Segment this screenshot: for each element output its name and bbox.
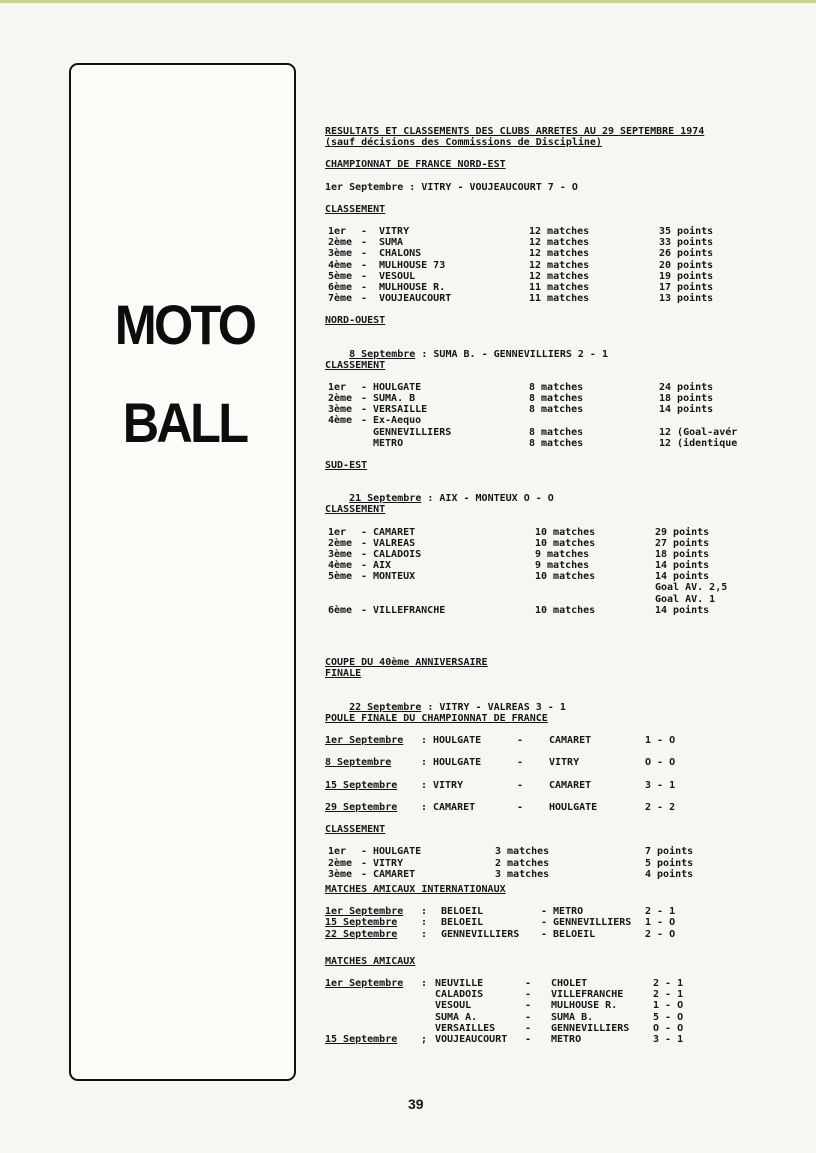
- rank: 5ème: [328, 270, 353, 282]
- poule-matches: [325, 735, 795, 813]
- matches: 3 matches: [495, 846, 550, 858]
- team: Ex-Aequo: [373, 415, 422, 427]
- rank: 6ème: [328, 604, 353, 616]
- nordouest-standings-table: [325, 382, 795, 449]
- poule-match-row: [325, 735, 795, 746]
- standings-row: [325, 404, 795, 415]
- standings-row: [325, 271, 795, 282]
- colon: :: [421, 917, 428, 929]
- dash: -: [361, 381, 368, 393]
- team: MONTEUX: [373, 571, 416, 583]
- dash: -: [525, 1000, 532, 1012]
- sudest-goal-av1: Goal AV. 2,5: [655, 582, 728, 594]
- score: 2 - 1: [653, 977, 684, 989]
- dash: -: [361, 846, 368, 858]
- match-date: 1er Septembre: [325, 734, 404, 746]
- standings-row: [325, 538, 795, 549]
- colon: :: [421, 906, 428, 918]
- home-team: CALADOIS: [435, 989, 484, 1001]
- dash: -: [517, 757, 524, 769]
- internationaux-title: MATCHES AMICAUX INTERNATIONAUX: [325, 884, 506, 895]
- matches: 9 matches: [535, 560, 590, 572]
- team: VERSAILLE: [373, 404, 428, 416]
- internationaux-match-row: [325, 917, 795, 928]
- matches: 8 matches: [529, 393, 584, 404]
- team: MULHOUSE R.: [379, 281, 446, 293]
- team: HOULGATE: [373, 846, 422, 858]
- rank: 3ème: [328, 868, 353, 880]
- dash: -: [361, 237, 368, 249]
- nordouest-classement-title: CLASSEMENT: [325, 359, 386, 371]
- dash: -: [525, 989, 532, 1001]
- home-team: BELOEIL: [441, 917, 484, 929]
- score: 5 - O: [653, 1011, 684, 1023]
- top-edge-line: [0, 0, 816, 3]
- standings-row: [325, 393, 795, 404]
- rank: 4ème: [328, 560, 353, 572]
- standings-row: [325, 858, 795, 869]
- dash: -: [361, 548, 368, 560]
- amicaux-match-row: [325, 1023, 795, 1034]
- home-team: SUMA A.: [435, 1011, 478, 1023]
- team: VITRY: [379, 225, 410, 237]
- coupe-match: [325, 690, 795, 713]
- standings-row: [325, 382, 795, 393]
- team: CAMARET: [373, 868, 416, 880]
- standings-row: [325, 226, 795, 237]
- header-line1: RESULTATS ET CLASSEMENTS DES CLUBS ARRETES AU 29 SEPTEMBRE 1974: [325, 126, 705, 137]
- points: 7 points: [645, 846, 694, 858]
- home-team: VESOUL: [435, 1000, 472, 1012]
- matches: 11 matches: [529, 293, 590, 305]
- standings-row: [325, 415, 795, 426]
- score: 2 - 2: [645, 801, 676, 813]
- rank: 3ème: [328, 404, 353, 416]
- title-sidebar-box: [69, 63, 296, 1081]
- points: 5 points: [645, 857, 694, 869]
- matches: 12 matches: [529, 270, 590, 282]
- matches: 2 matches: [495, 857, 550, 869]
- points: 24 points: [659, 381, 714, 393]
- poule-title: POULE FINALE DU CHAMPIONNAT DE FRANCE: [325, 712, 548, 724]
- points: 33 points: [659, 237, 714, 249]
- away-team: VITRY: [549, 757, 580, 769]
- points: 29 points: [655, 526, 710, 538]
- score: 2 - 1: [653, 989, 684, 1001]
- amicaux-match-row: [325, 1012, 795, 1023]
- team: SUMA: [379, 237, 404, 249]
- rank: 3ème: [328, 248, 353, 260]
- nordest-standings-table: [325, 226, 795, 304]
- team: VESOUL: [379, 270, 416, 282]
- away-team: CAMARET: [549, 779, 592, 791]
- dash: -: [517, 779, 524, 791]
- sudest-goal-av-line1: [325, 582, 795, 593]
- nordest-title: CHAMPIONNAT DE FRANCE NORD-EST: [325, 159, 506, 171]
- matches: 10 matches: [535, 571, 596, 583]
- standings-row: [325, 237, 795, 248]
- rank: 1er: [328, 526, 347, 538]
- standings-row: [325, 427, 795, 438]
- home-team: HOULGATE: [433, 757, 482, 769]
- colon: :: [421, 928, 428, 940]
- standings-row: [325, 549, 795, 560]
- points: 4 points: [645, 868, 694, 880]
- points: 14 points: [655, 571, 710, 583]
- matches: 10 matches: [535, 526, 596, 538]
- poule-classement-title: CLASSEMENT: [325, 824, 386, 836]
- sudest-row-6: [325, 605, 795, 616]
- sudest-match: [325, 482, 795, 505]
- match-date: 15 Septembre: [325, 1033, 398, 1045]
- match-date: 8 Septembre: [325, 757, 392, 769]
- score: 2 - O: [645, 928, 676, 940]
- team: VITRY: [373, 857, 404, 869]
- standings-row: [325, 869, 795, 880]
- points: 18 points: [655, 548, 710, 560]
- dash: -: [525, 1033, 532, 1045]
- team: METRO: [373, 437, 404, 449]
- away-team: SUMA B.: [551, 1011, 594, 1023]
- dash: -: [361, 537, 368, 549]
- dash: -: [361, 393, 368, 404]
- score: O - O: [653, 1022, 684, 1034]
- sudest-match-result: : AIX - MONTEUX O - O: [427, 493, 554, 505]
- poule-match-row: [325, 780, 795, 791]
- dash: -: [361, 868, 368, 880]
- amicaux-match-row: [325, 978, 795, 989]
- match-date: 1er Septembre: [325, 977, 404, 989]
- points: 12 (identique: [659, 437, 738, 449]
- dash: -: [361, 571, 368, 583]
- rank: 7ème: [328, 293, 353, 305]
- separator: :: [421, 977, 428, 989]
- dash: -: [361, 526, 368, 538]
- dash: -: [525, 1011, 532, 1023]
- standings-row: [325, 846, 795, 857]
- nordest-classement-title: CLASSEMENT: [325, 203, 386, 215]
- points: 17 points: [659, 281, 714, 293]
- separator: ;: [421, 1033, 428, 1045]
- matches: 8 matches: [529, 437, 584, 449]
- home-team: NEUVILLE: [435, 977, 484, 989]
- coupe-finale: FINALE: [325, 668, 362, 680]
- standings-row: [325, 248, 795, 259]
- home-team: CAMARET: [433, 801, 476, 813]
- dash: -: [361, 225, 368, 237]
- points: 35 points: [659, 225, 714, 237]
- team: CAMARET: [373, 526, 416, 538]
- points: 13 points: [659, 293, 714, 305]
- colon: :: [421, 734, 428, 746]
- matches: 8 matches: [529, 381, 584, 393]
- score: 3 - 1: [645, 779, 676, 791]
- team: SUMA. B: [373, 393, 416, 404]
- sudest-match-date: 21 Septembre: [349, 493, 422, 505]
- away-team: - METRO: [541, 906, 584, 918]
- standings-row: [325, 260, 795, 271]
- team: AIX: [373, 560, 392, 572]
- team: VOUJEAUCOURT: [379, 293, 452, 305]
- rank: 5ème: [328, 571, 353, 583]
- matches: 12 matches: [529, 248, 590, 260]
- points: 14 points: [655, 604, 710, 616]
- page-number: 39: [408, 1096, 424, 1112]
- sudest-classement-title: CLASSEMENT: [325, 504, 386, 516]
- nordouest-match-date: 8 Septembre: [349, 348, 416, 360]
- home-team: VERSAILLES: [435, 1022, 496, 1034]
- poule-standings-table: [325, 846, 795, 880]
- team: HOULGATE: [373, 381, 422, 393]
- points: 18 points: [659, 393, 714, 404]
- team: GENNEVILLIERS: [373, 426, 452, 438]
- standings-row: [325, 293, 795, 304]
- sudest-title: SUD-EST: [325, 459, 368, 471]
- away-team: HOULGATE: [549, 801, 598, 813]
- poule-match-row: [325, 802, 795, 813]
- match-date: 1er Septembre: [325, 906, 404, 918]
- rank: 2ème: [328, 857, 353, 869]
- team: VILLEFRANCHE: [373, 604, 446, 616]
- results-column: [325, 126, 795, 1045]
- dash: -: [361, 404, 368, 416]
- colon: :: [421, 757, 428, 769]
- nordouest-title: NORD-OUEST: [325, 315, 386, 327]
- rank: 4ème: [328, 259, 353, 271]
- away-team: CAMARET: [549, 734, 592, 746]
- away-team: METRO: [551, 1033, 582, 1045]
- internationaux-match-row: [325, 929, 795, 940]
- points: 14 points: [659, 404, 714, 416]
- dash: -: [361, 560, 368, 572]
- score: 2 - 1: [645, 906, 676, 918]
- team: VALREAS: [373, 537, 416, 549]
- score: 1 - O: [645, 917, 676, 929]
- colon: :: [421, 779, 428, 791]
- score: 1 - O: [645, 734, 676, 746]
- points: 12 (Goal-avér: [659, 426, 738, 438]
- match-date: 22 Septembre: [325, 928, 398, 940]
- home-team: VITRY: [433, 779, 464, 791]
- score: 3 - 1: [653, 1033, 684, 1045]
- dash: -: [525, 1022, 532, 1034]
- amicaux-matches: [325, 978, 795, 1045]
- points: 20 points: [659, 259, 714, 271]
- poule-match-row: [325, 757, 795, 768]
- home-team: VOUJEAUCOURT: [435, 1033, 508, 1045]
- dash: -: [517, 734, 524, 746]
- matches: 3 matches: [495, 868, 550, 880]
- away-team: - GENNEVILLIERS: [541, 917, 632, 929]
- dash: -: [525, 977, 532, 989]
- nordest-match: 1er Septembre : VITRY - VOUJEAUCOURT 7 - O: [325, 181, 578, 193]
- dash: -: [361, 248, 368, 260]
- amicaux-title: MATCHES AMICAUX: [325, 955, 416, 967]
- score: O - O: [645, 757, 676, 769]
- dash: -: [361, 415, 368, 427]
- dash: -: [361, 281, 368, 293]
- rank: 1er: [328, 381, 347, 393]
- points: 27 points: [655, 537, 710, 549]
- matches: 11 matches: [529, 281, 590, 293]
- away-team: MULHOUSE R.: [551, 1000, 618, 1012]
- internationaux-matches: [325, 906, 795, 940]
- match-date: 15 Septembre: [325, 779, 398, 791]
- team: CHALONS: [379, 248, 422, 260]
- matches: 8 matches: [529, 426, 584, 438]
- match-date: 29 Septembre: [325, 801, 398, 813]
- home-team: GENNEVILLIERS: [441, 928, 520, 940]
- amicaux-match-row: [325, 989, 795, 1000]
- team: MULHOUSE 73: [379, 259, 446, 271]
- score: 1 - O: [653, 1000, 684, 1012]
- points: 19 points: [659, 270, 714, 282]
- dash: -: [517, 801, 524, 813]
- dash: -: [361, 857, 368, 869]
- rank: 1er: [328, 225, 347, 237]
- points: 14 points: [655, 560, 710, 572]
- sidebar-title-line2: BALL: [122, 391, 247, 454]
- dash: -: [361, 270, 368, 282]
- away-team: - BELOEIL: [541, 928, 596, 940]
- standings-row: [325, 438, 795, 449]
- sudest-goal-av2: Goal AV. 1: [655, 593, 716, 605]
- away-team: VILLEFRANCHE: [551, 989, 624, 1001]
- rank: 3ème: [328, 548, 353, 560]
- coupe-match-result: : VITRY - VALREAS 3 - 1: [427, 701, 566, 713]
- amicaux-match-row: [325, 1034, 795, 1045]
- sudest-goal-av-line2: [325, 594, 795, 605]
- rank: 2ème: [328, 237, 353, 249]
- away-team: CHOLET: [551, 977, 588, 989]
- home-team: HOULGATE: [433, 734, 482, 746]
- matches: 12 matches: [529, 225, 590, 237]
- matches: 8 matches: [529, 404, 584, 416]
- rank: 6ème: [328, 281, 353, 293]
- matches: 10 matches: [535, 604, 596, 616]
- amicaux-match-row: [325, 1000, 795, 1011]
- standings-row: [325, 527, 795, 538]
- standings-row: [325, 571, 795, 582]
- rank: 2ème: [328, 537, 353, 549]
- dash: -: [361, 604, 368, 616]
- dash: -: [361, 259, 368, 271]
- coupe-match-date: 22 Septembre: [349, 701, 422, 713]
- match-date: 15 Septembre: [325, 917, 398, 929]
- nordouest-match: [325, 337, 795, 360]
- team: CALADOIS: [373, 548, 422, 560]
- coupe-title: COUPE DU 40ème ANNIVERSAIRE: [325, 657, 488, 668]
- home-team: BELOEIL: [441, 906, 484, 918]
- sidebar-title-line1: MOTO: [114, 293, 255, 356]
- points: 26 points: [659, 248, 714, 260]
- standings-row: [325, 560, 795, 571]
- header-line2: (sauf décisions des Commissions de Discipline): [325, 137, 602, 149]
- sudest-standings-table: [325, 527, 795, 583]
- matches: 9 matches: [535, 548, 590, 560]
- standings-row: [325, 282, 795, 293]
- dash: -: [361, 293, 368, 305]
- nordouest-match-result: : SUMA B. - GENNEVILLIERS 2 - 1: [421, 348, 608, 360]
- rank: 2ème: [328, 393, 353, 404]
- matches: 10 matches: [535, 537, 596, 549]
- away-team: GENNEVILLIERS: [551, 1022, 630, 1034]
- colon: :: [421, 801, 428, 813]
- rank: 4ème: [328, 415, 353, 427]
- internationaux-match-row: [325, 906, 795, 917]
- rank: 1er: [328, 846, 347, 858]
- matches: 12 matches: [529, 237, 590, 249]
- matches: 12 matches: [529, 259, 590, 271]
